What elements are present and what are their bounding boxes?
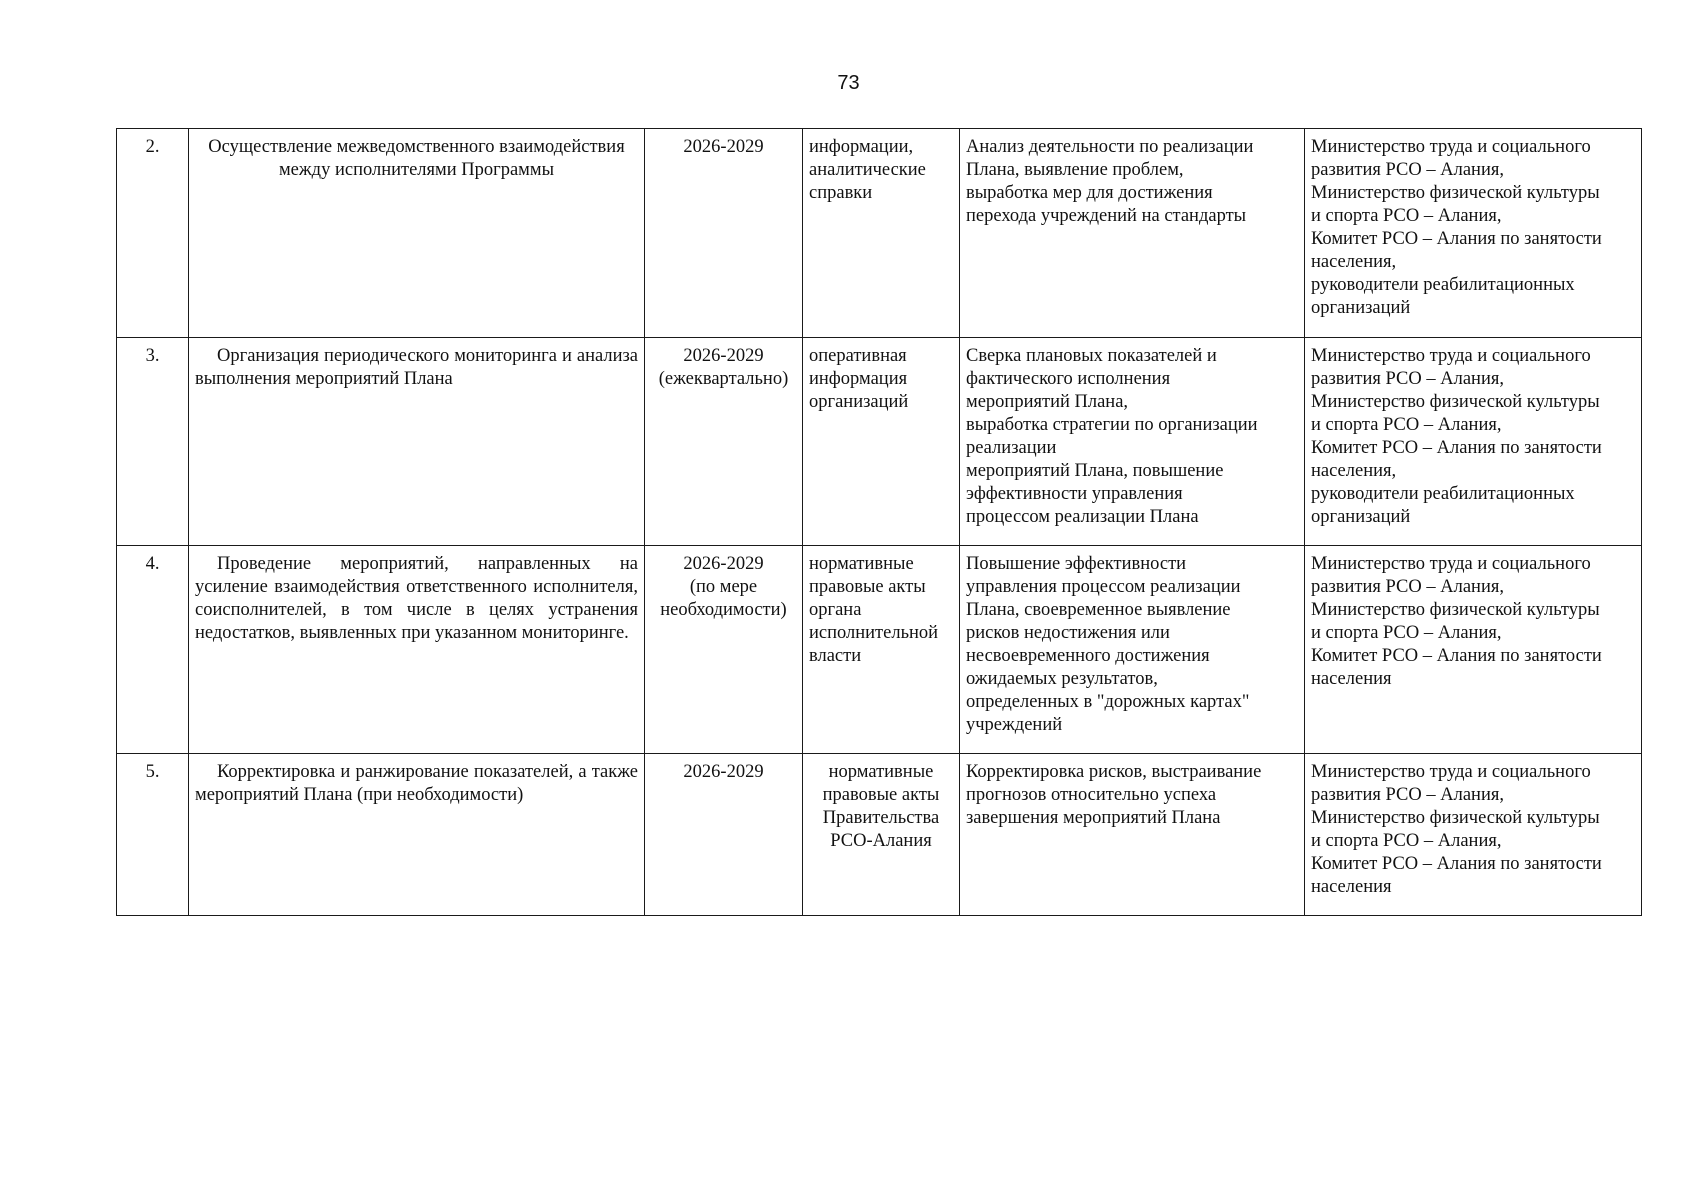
cell-line: нормативные [809, 554, 914, 574]
cell-document-type [803, 338, 960, 546]
cell-line: 2026-2029 [683, 137, 764, 157]
cell-result [960, 546, 1305, 754]
cell-line: Комитет РСО – Алания по занятости [1311, 438, 1602, 458]
cell-line: справки [809, 183, 873, 203]
cell-line: населения, [1311, 461, 1397, 481]
cell-line: Правительства [822, 808, 940, 828]
page-number: 73 [837, 72, 860, 94]
cell-line: Комитет РСО – Алания по занятости [1311, 229, 1602, 249]
table-row [117, 754, 1642, 916]
cell-line: аналитические [809, 160, 926, 180]
cell-line: мероприятий Плана, повышение [966, 461, 1224, 481]
cell-line: РСО-Алания [830, 831, 932, 851]
cell-line: процессом реализации Плана [966, 507, 1199, 527]
cell-line: прогнозов относительно успеха [966, 785, 1217, 805]
cell-line: ожидаемых результатов, [966, 669, 1158, 689]
cell-document-type [803, 754, 960, 916]
cell-activity: Проведение мероприятий, направленных на усиление взаимодействия ответственного исполнителя, соисполнителей, в том числе в целях устранения недостатков, выявленных при указанном мониторинге. [189, 546, 645, 754]
cell-number: 4. [117, 546, 189, 754]
cell-line: Министерство физической культуры [1311, 808, 1600, 828]
cell-responsible [1305, 129, 1642, 338]
cell-line: и спорта РСО – Алания, [1311, 415, 1502, 435]
cell-result [960, 129, 1305, 338]
cell-line: фактического исполнения [966, 369, 1171, 389]
cell-line: и спорта РСО – Алания, [1311, 831, 1502, 851]
cell-responsible [1305, 338, 1642, 546]
cell-line: правовые акты [822, 785, 940, 805]
cell-line: Министерство физической культуры [1311, 600, 1600, 620]
cell-line: Корректировка рисков, выстраивание [966, 762, 1262, 782]
cell-term [645, 129, 803, 338]
cell-line: эффективности управления [966, 484, 1183, 504]
cell-line: Министерство физической культуры [1311, 392, 1600, 412]
cell-line: населения, [1311, 252, 1397, 272]
table-row [117, 129, 1642, 338]
cell-line: реализации [966, 438, 1057, 458]
table-row [117, 546, 1642, 754]
plan-table [116, 128, 1642, 916]
cell-line: (по мере [689, 577, 758, 597]
cell-result [960, 338, 1305, 546]
cell-line: выработка стратегии по организации [966, 415, 1258, 435]
cell-term [645, 754, 803, 916]
cell-line: информация [809, 369, 908, 389]
cell-line: правовые акты [809, 577, 926, 597]
cell-line: органа [809, 600, 862, 620]
cell-number: 3. [117, 338, 189, 546]
cell-line: Плана, своевременное выявление [966, 600, 1231, 620]
cell-line: Комитет РСО – Алания по занятости [1311, 854, 1602, 874]
cell-line: населения [1311, 669, 1392, 689]
cell-line: нормативные [828, 762, 934, 782]
cell-line: Министерство труда и социального [1311, 762, 1591, 782]
cell-line: Министерство труда и социального [1311, 346, 1591, 366]
cell-document-type [803, 129, 960, 338]
cell-responsible [1305, 546, 1642, 754]
cell-line: (ежеквартально) [658, 369, 789, 389]
cell-line: Министерство труда и социального [1311, 554, 1591, 574]
cell-line: необходимости) [660, 600, 787, 620]
cell-line: управления процессом реализации [966, 577, 1241, 597]
cell-line: информации, [809, 137, 914, 157]
cell-line: развития РСО – Алания, [1311, 369, 1504, 389]
cell-responsible [1305, 754, 1642, 916]
cell-line: Комитет РСО – Алания по занятости [1311, 646, 1602, 666]
cell-line: перехода учреждений на стандарты [966, 206, 1247, 226]
cell-line: развития РСО – Алания, [1311, 577, 1504, 597]
cell-line: Министерство физической культуры [1311, 183, 1600, 203]
cell-number: 2. [117, 129, 189, 338]
cell-result [960, 754, 1305, 916]
cell-line: власти [809, 646, 862, 666]
cell-line: определенных в "дорожных картах" [966, 692, 1250, 712]
cell-line: несвоевременного достижения [966, 646, 1210, 666]
cell-document-type [803, 546, 960, 754]
cell-line: исполнительной [809, 623, 939, 643]
cell-line: организаций [1311, 298, 1411, 318]
cell-line: Анализ деятельности по реализации [966, 137, 1254, 157]
cell-line: 2026-2029 [683, 346, 764, 366]
cell-line: рисков недостижения или [966, 623, 1170, 643]
cell-line: организаций [809, 392, 909, 412]
cell-line: Плана, выявление проблем, [966, 160, 1184, 180]
cell-line: Повышение эффективности [966, 554, 1187, 574]
cell-activity: Корректировка и ранжирование показателей, а также мероприятий Плана (при необходимости) [189, 754, 645, 916]
cell-line: 2026-2029 [683, 762, 764, 782]
cell-activity: Организация периодического мониторинга и анализа выполнения мероприятий Плана [189, 338, 645, 546]
cell-line: руководители реабилитационных [1311, 484, 1575, 504]
cell-line: учреждений [966, 715, 1063, 735]
cell-line: Министерство труда и социального [1311, 137, 1591, 157]
plan-table-body [117, 129, 1642, 916]
cell-line: населения [1311, 877, 1392, 897]
cell-line: развития РСО – Алания, [1311, 160, 1504, 180]
cell-line: мероприятий Плана, [966, 392, 1129, 412]
cell-term [645, 546, 803, 754]
cell-line: и спорта РСО – Алания, [1311, 623, 1502, 643]
cell-line: выработка мер для достижения [966, 183, 1213, 203]
cell-number: 5. [117, 754, 189, 916]
cell-line: завершения мероприятий Плана [966, 808, 1221, 828]
cell-activity: Осуществление межведомственного взаимодействия между исполнителями Программы [189, 129, 645, 338]
table-row [117, 338, 1642, 546]
cell-line: Сверка плановых показателей и [966, 346, 1217, 366]
cell-line: развития РСО – Алания, [1311, 785, 1504, 805]
cell-line: 2026-2029 [683, 554, 764, 574]
cell-term [645, 338, 803, 546]
cell-line: оперативная [809, 346, 907, 366]
cell-line: руководители реабилитационных [1311, 275, 1575, 295]
cell-line: организаций [1311, 507, 1411, 527]
cell-line: и спорта РСО – Алания, [1311, 206, 1502, 226]
